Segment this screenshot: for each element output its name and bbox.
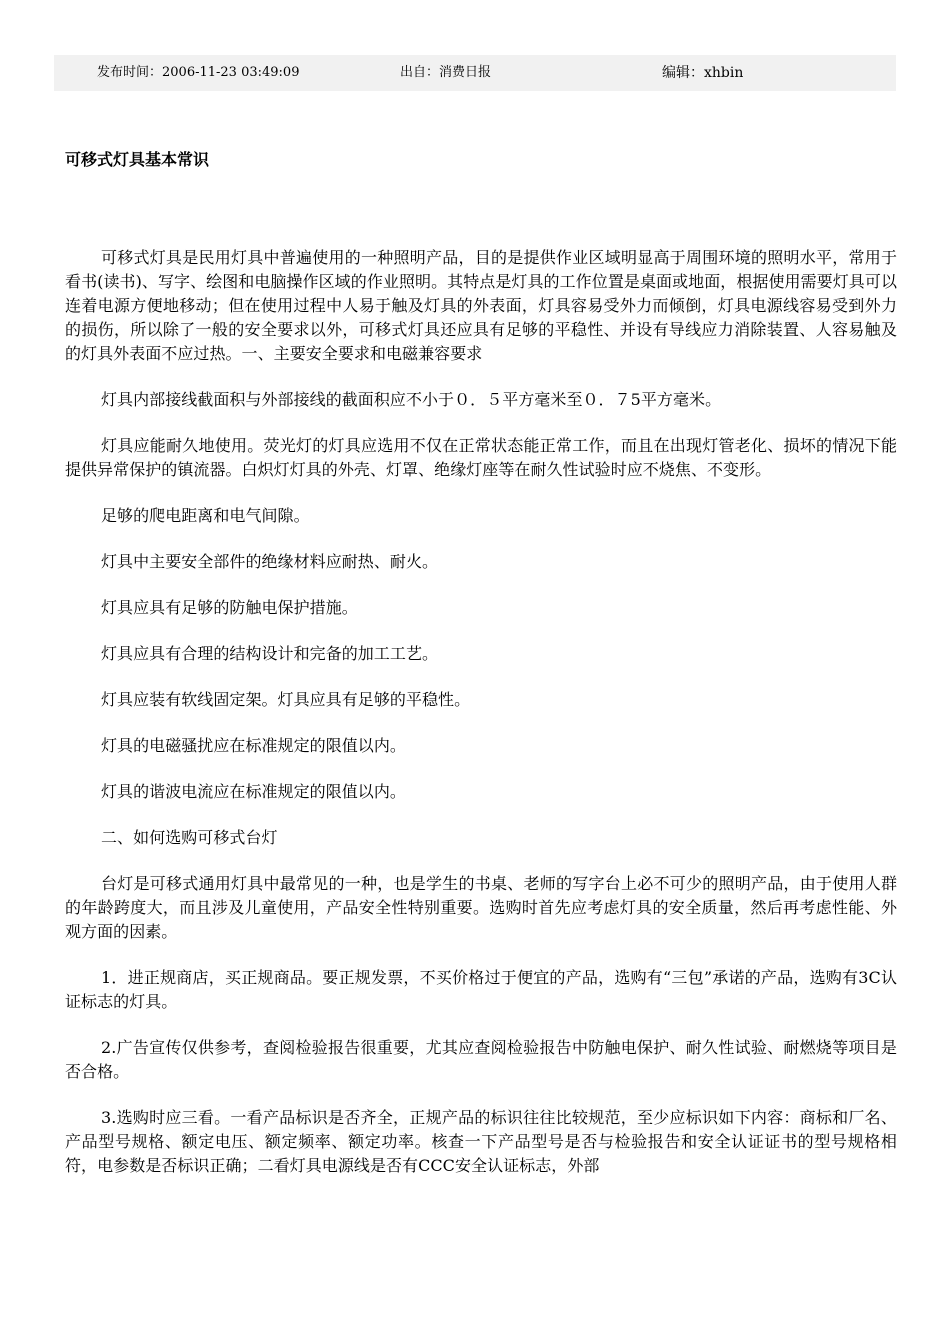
article-paragraph: 台灯是可移式通用灯具中最常见的一种，也是学生的书桌、老师的写字台上必不可少的照明产品，由于使用人群的年龄跨度大，而且涉及儿童使用，产品安全性特别重要。选购时首先应考虑灯具的安全质量，然后再考虑性能、外观方面的因素。 [65, 874, 897, 941]
article-paragraph: 灯具应能耐久地使用。荧光灯的灯具应选用不仅在正常状态能正常工作，而且在出现灯管老化、损坏的情况下能提供异常保护的镇流器。白炽灯灯具的外壳、灯罩、绝缘灯座等在耐久性试验时应不烧焦、不变形。 [65, 436, 897, 479]
article-paragraph: 灯具的谐波电流应在标准规定的限值以内。 [101, 782, 406, 801]
article-paragraph: 足够的爬电距离和电气间隙。 [101, 506, 310, 525]
article-paragraph: 灯具内部接线截面积与外部接线的截面积应不小于０．５平方毫米至０．７5平方毫米。 [101, 390, 722, 409]
section-heading: 二、如何选购可移式台灯 [101, 828, 278, 847]
article-paragraph: 灯具的电磁骚扰应在标准规定的限值以内。 [101, 736, 406, 755]
article-meta-bar [54, 55, 896, 91]
article-paragraph: 2.广告宣传仅供参考，查阅检验报告很重要，尤其应查阅检验报告中防触电保护、耐久性试验、耐燃烧等项目是否合格。 [65, 1038, 897, 1081]
publish-time: 发布时间：2006-11-23 03:49:09 [97, 65, 300, 80]
article-paragraph: 可移式灯具是民用灯具中普遍使用的一种照明产品，目的是提供作业区域明显高于周围环境的照明水平，常用于看书(读书)、写字、绘图和电脑操作区域的作业照明。其特点是灯具的工作位置是桌面或地面，根据使用需要灯具可以连着电源方便地移动；但在使用过程中人易于触及灯具的外表面，灯具容易受外力而倾倒，灯具电源线容易受到外力的损伤，所以除了一般的安全要求以外，可移式灯具还应具有足够的平稳性、并设有导线应力消除装置、人容易触及的灯具外表面不应过热。一、主要安全要求和电磁兼容要求 [65, 248, 897, 363]
article-title: 可移式灯具基本常识 [65, 150, 210, 169]
article-editor: 编辑：xhbin [662, 65, 744, 81]
article-paragraph: 3.选购时应三看。一看产品标识是否齐全，正规产品的标识往往比较规范，至少应标识如下内容：商标和厂名、产品型号规格、额定电压、额定频率、额定功率。核查一下产品型号是否与检验报告和安全认证证书的型号规格相符，电参数是否标识正确；二看灯具电源线是否有CCC安全认证标志，外部 [65, 1108, 897, 1175]
article-paragraph: 灯具应装有软线固定架。灯具应具有足够的平稳性。 [101, 690, 471, 709]
article-body [65, 246, 897, 1200]
article-paragraph: 灯具应具有足够的防触电保护措施。 [101, 598, 358, 617]
article-source: 出自：消费日报 [400, 65, 492, 80]
article-paragraph: 灯具中主要安全部件的绝缘材料应耐热、耐火。 [101, 552, 439, 571]
article-paragraph: 灯具应具有合理的结构设计和完备的加工工艺。 [101, 644, 439, 663]
article-paragraph: 1．进正规商店，买正规商品。要正规发票，不买价格过于便宜的产品，选购有“三包”承诺的产品，选购有3C认证标志的灯具。 [65, 968, 897, 1011]
